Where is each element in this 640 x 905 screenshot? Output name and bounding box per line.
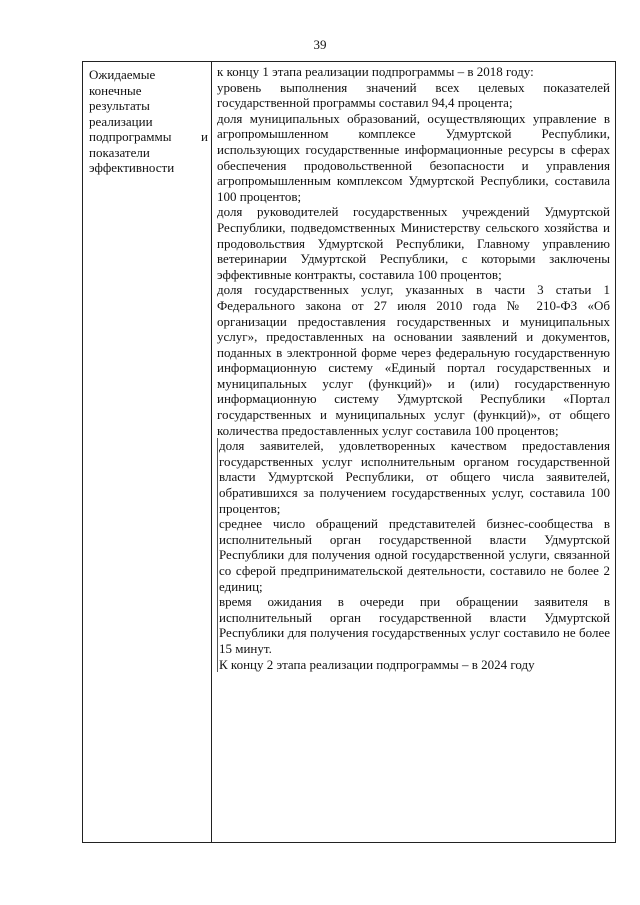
results-paragraph: К концу 2 этапа реализации подпрограммы – в 2024 году [217, 657, 610, 673]
results-paragraph: доля государственных услуг, указанных в части 3 статьи 1 Федерального закона от 27 июля 2010 года № 210-ФЗ «Об организации предоставления государственных и муниципальных услуг», предоставленных на основании заявлений и документов, поданных в электронной форме через федеральную государственную информационную систему «Единый портал государственных и муниципальных услуг (функций)» и (или) государственную информационную систему Удмуртской Республики «Портал государственных и муниципальных услуг (функций)», от общего количества предоставленных услуг составила 100 процентов; [217, 282, 610, 438]
results-paragraph: к концу 1 этапа реализации подпрограммы – в 2018 году: [217, 64, 534, 79]
row-header-conjunction: и [201, 129, 208, 144]
row-header-line: результаты [89, 98, 150, 113]
row-header-line: Ожидаемые [89, 67, 156, 82]
results-cell [217, 64, 610, 672]
results-table [82, 61, 616, 843]
results-paragraph: уровень выполнения значений всех целевых показателей государственной программы составил 94,4 процента; [217, 79, 610, 111]
row-header-line: показатели [89, 144, 150, 160]
results-paragraph: время ожидания в очереди при обращении заявителя в исполнительный орган государственной власти Удмуртской Республики для получения государственных услуг составило не более 15 минут. [219, 594, 610, 656]
row-header-cell [89, 67, 208, 176]
row-header-word: подпрограммы [89, 129, 172, 144]
row-header-line: эффективности [89, 160, 175, 175]
row-header-line: конечные [89, 82, 142, 98]
results-paragraph: доля заявителей, удовлетворенных качеством предоставления государственных услуг исполнительным органом государственной власти Удмуртской Республики, от общего числа заявителей, обратившихся за получением государственных услуг, составила 100 процентов; [219, 438, 610, 516]
results-paragraph: доля муниципальных образований, осуществляющих управление в агропромышленном комплексе Удмуртской Республики, использующих государственные информационные ресурсы в сферах обеспечения продовольственной безопасности и управления агропромышленным комплексом Удмуртской Республики, составила 100 процентов; [217, 110, 610, 204]
page-number: 39 [313, 37, 327, 52]
results-paragraph: доля руководителей государственных учреждений Удмуртской Республики, подведомственных Министерству сельского хозяйства и продовольствия Удмуртской Республики, Главному управлению ветеринарии Удмуртской Республики, с которыми заключены эффективные контракты, составила 100 процентов; [217, 204, 610, 282]
row-header-line [89, 129, 208, 145]
row-header-line: реализации [89, 113, 153, 129]
column-divider [211, 62, 212, 842]
results-paragraph: среднее число обращений представителей бизнес-сообщества в исполнительный орган государственной власти Удмуртской Республики для получения одной государственной услуги, связанной со сферой предпринимательской деятельности, составило не более 2 единиц; [219, 516, 610, 594]
